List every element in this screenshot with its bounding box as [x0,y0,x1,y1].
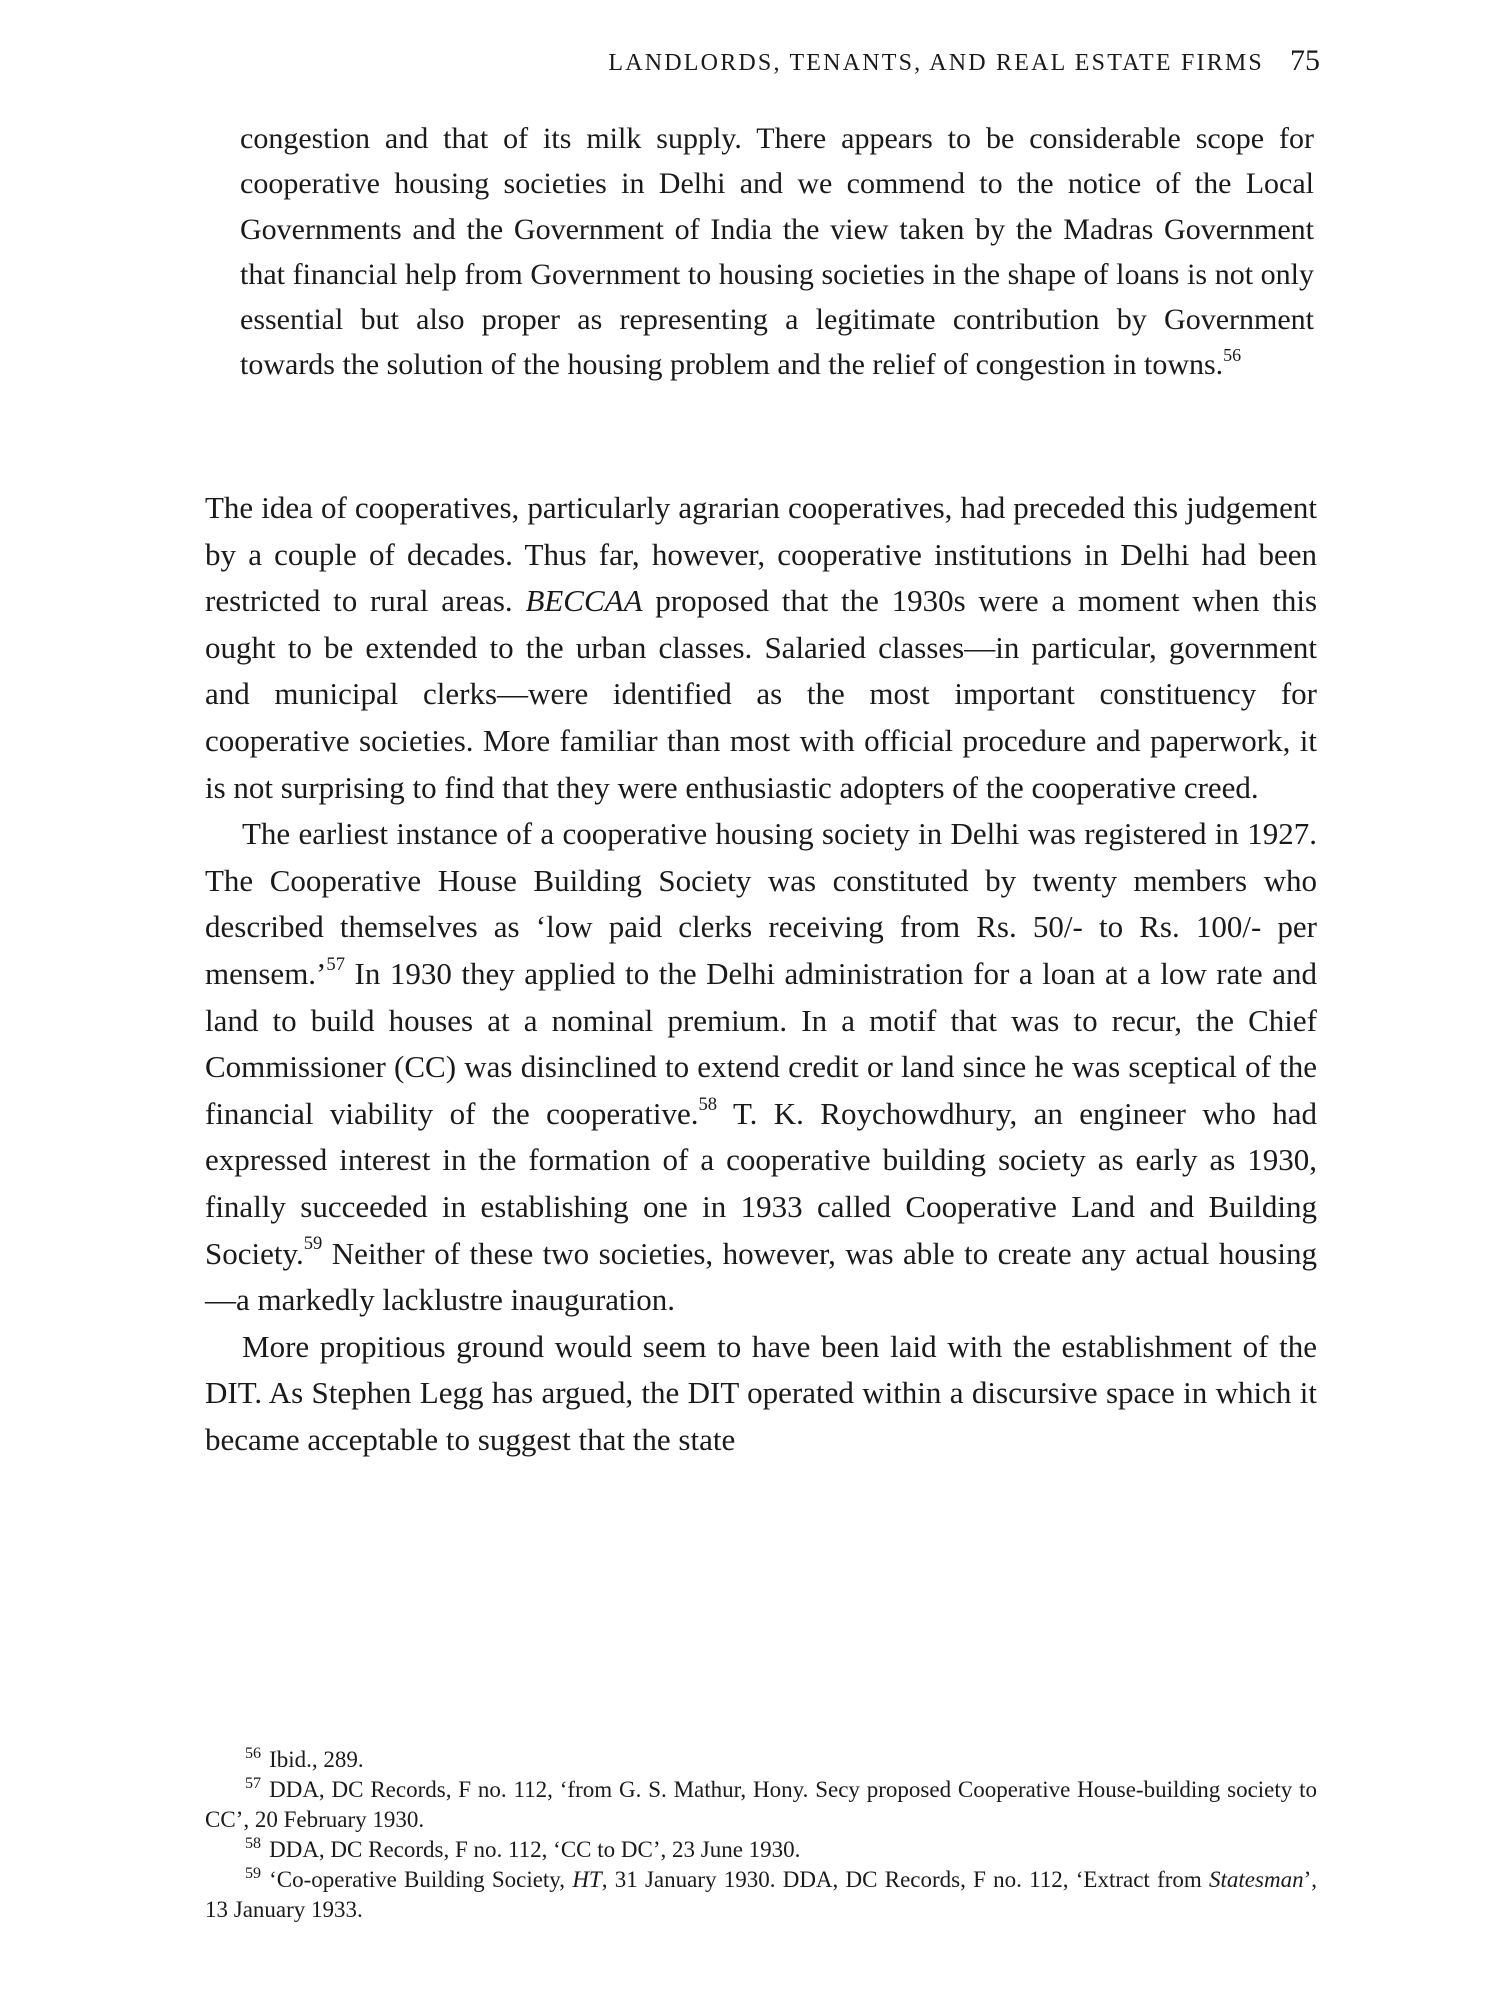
running-header [200,44,1320,78]
footnote-ref-57: 57 [326,953,345,975]
footnotes [205,1745,1317,1925]
footnote-56: $^{56}$ Ibid., 289. [245,1745,364,1772]
block-quote [240,116,1314,388]
footnote-ref-56: 56 [1223,344,1242,365]
block-quote-text: congestion and that of its milk supply. There appears to be considerable scope for cooperative housing societies in Delhi and we commend to the notice of the Local Governments and the Government of India the view taken by the Madras Government that financial help from Government to housing societies in the shape of loans is not only essential but also proper as representing a legitimate contribution by Government towards the solution of the housing problem and the relief of congestion in towns.$^{56}$ [240,122,1314,382]
footnote-59: $^{59}$ ‘Co-operative Building Society, HT, 31 January 1930. DDA, DC Records, F no. 112, ‘Extract from Statesman’, 13 January 1933. [205,1865,1318,1922]
paragraph-2: The earliest instance of a cooperative housing society in Delhi was registered in 1927. The Cooperative House Building Society was constituted by twenty members who described themselves as ‘low paid clerks receiving from Rs. 50/- to Rs. 100/- per mensem.’$^{57}$ In 1930 they applied to the Delhi administration for a loan at a low rate and land to build houses at a nominal premium. In a motif that was to recur, the Chief Commissioner (CC) was disinclined to extend credit or land since he was sceptical of the financial viability of the cooperative.$^{58}$ T. K. Roychowdhury, an engineer who had expressed interest in the formation of a cooperative building society as early as 1930, finally succeeded in establishing one in 1933 called Cooperative Land and Building Society.$^{59}$ Neither of these two societies, however, was able to create any actual housing—a markedly lacklustre inauguration. [205,816,1317,1318]
footnote-ref-58: 58 [698,1093,718,1115]
paragraph-3: More propitious ground would seem to have been laid with the establishment of the DIT. As Stephen Legg has argued, the DIT operated within a discursive space in which it became acceptable to suggest that the state [205,1328,1317,1457]
footnote-58: $^{58}$ DDA, DC Records, F no. 112, ‘CC to DC’, 23 June 1930. [245,1835,801,1862]
page-number: 75 [1290,44,1320,77]
paragraph-1: The idea of cooperatives, particularly agrarian cooperatives, had preceded this judgement by a couple of decades. Thus far, however, cooperative institutions in Delhi had been restricted to rural areas. BECCAA proposed that the 1930s were a moment when this ought to be extended to the urban classes. Salaried classes—in particular, government and municipal clerks—were identified as the most important constituency for cooperative societies. More familiar than most with official procedure and paperwork, it is not surprising to find that they were enthusiastic adopters of the cooperative creed. [205,490,1318,805]
italic-title: BECCAA [525,583,643,619]
body-text [205,485,1317,1463]
footnote-57: $^{57}$ DDA, DC Records, F no. 112, ‘from G. S. Mathur, Hony. Secy proposed Cooperative House-building society to CC’, 20 February 1930. [205,1775,1317,1832]
footnote-ref-59: 59 [303,1233,323,1255]
running-title: LANDLORDS, TENANTS, AND REAL ESTATE FIRMS [608,50,1264,76]
